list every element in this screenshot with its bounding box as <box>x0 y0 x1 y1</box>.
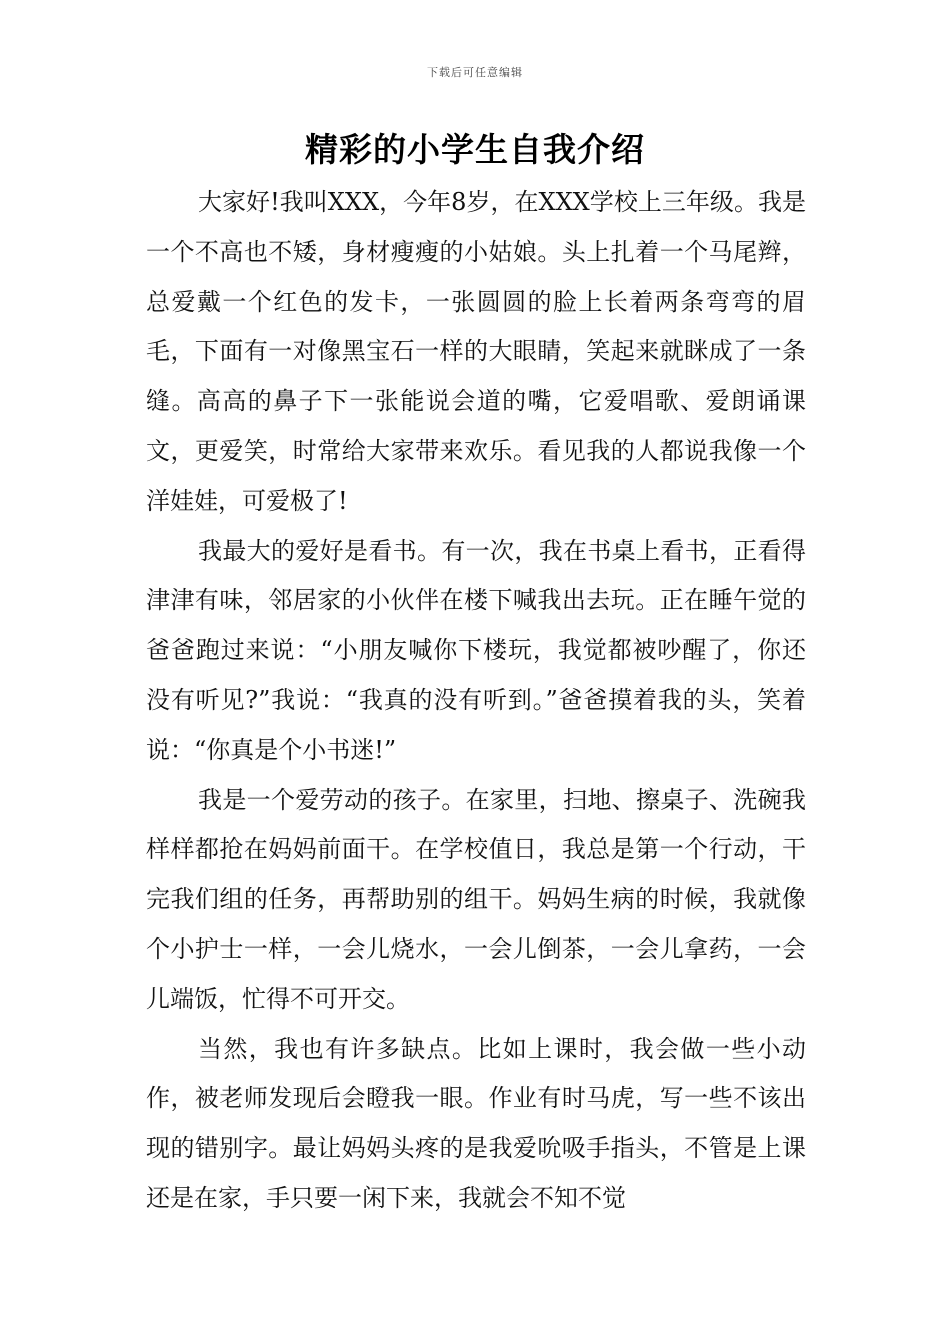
paragraph-shortcomings: 当然，我也有许多缺点。比如上课时，我会做一些小动作，被老师发现后会瞪我一眼。作业有时马虎，写一些不该出现的错别字。最让妈妈头疼的是我爱吮吸手指头，不管是上课还是在家，手只要一闲下来，我就会不知不觉 <box>146 1034 806 1212</box>
paragraph-introduction: 大家好!我叫XXX，今年8岁，在XXX学校上三年级。我是一个不高也不矮，身材瘦瘦的小姑娘。头上扎着一个马尾辫，总爱戴一个红色的发卡，一张圆圆的脸上长着两条弯弯的眉毛，下面有一对像黑宝石一样的大眼睛，笑起来就眯成了一条缝。高高的鼻子下一张能说会道的嘴，它爱唱歌、爱朗诵课文，更爱笑，时常给大家带来欢乐。看见我的人都说我像一个洋娃娃，可爱极了! <box>146 188 806 515</box>
paragraph-hobby: 我最大的爱好是看书。有一次，我在书桌上看书，正看得津津有味，邻居家的小伙伴在楼下喊我出去玩。正在睡午觉的爸爸跑过来说：“小朋友喊你下楼玩，我觉都被吵醒了，你还没有听见?”我说：“我真的没有听到。”爸爸摸着我的头，笑着说：“你真是个小书迷!” <box>146 536 806 764</box>
document-title: 精彩的小学生自我介绍 <box>305 130 645 169</box>
document-body <box>146 178 806 1224</box>
page-header: 下载后可任意编辑 <box>427 66 523 79</box>
paragraph-labor: 我是一个爱劳动的孩子。在家里，扫地、擦桌子、洗碗我样样都抢在妈妈前面干。在学校值日，我总是第一个行动，干完我们组的任务，再帮助别的组干。妈妈生病的时候，我就像个小护士一样，一会儿烧水，一会儿倒茶，一会儿拿药，一会儿端饭，忙得不可开交。 <box>146 785 806 1013</box>
